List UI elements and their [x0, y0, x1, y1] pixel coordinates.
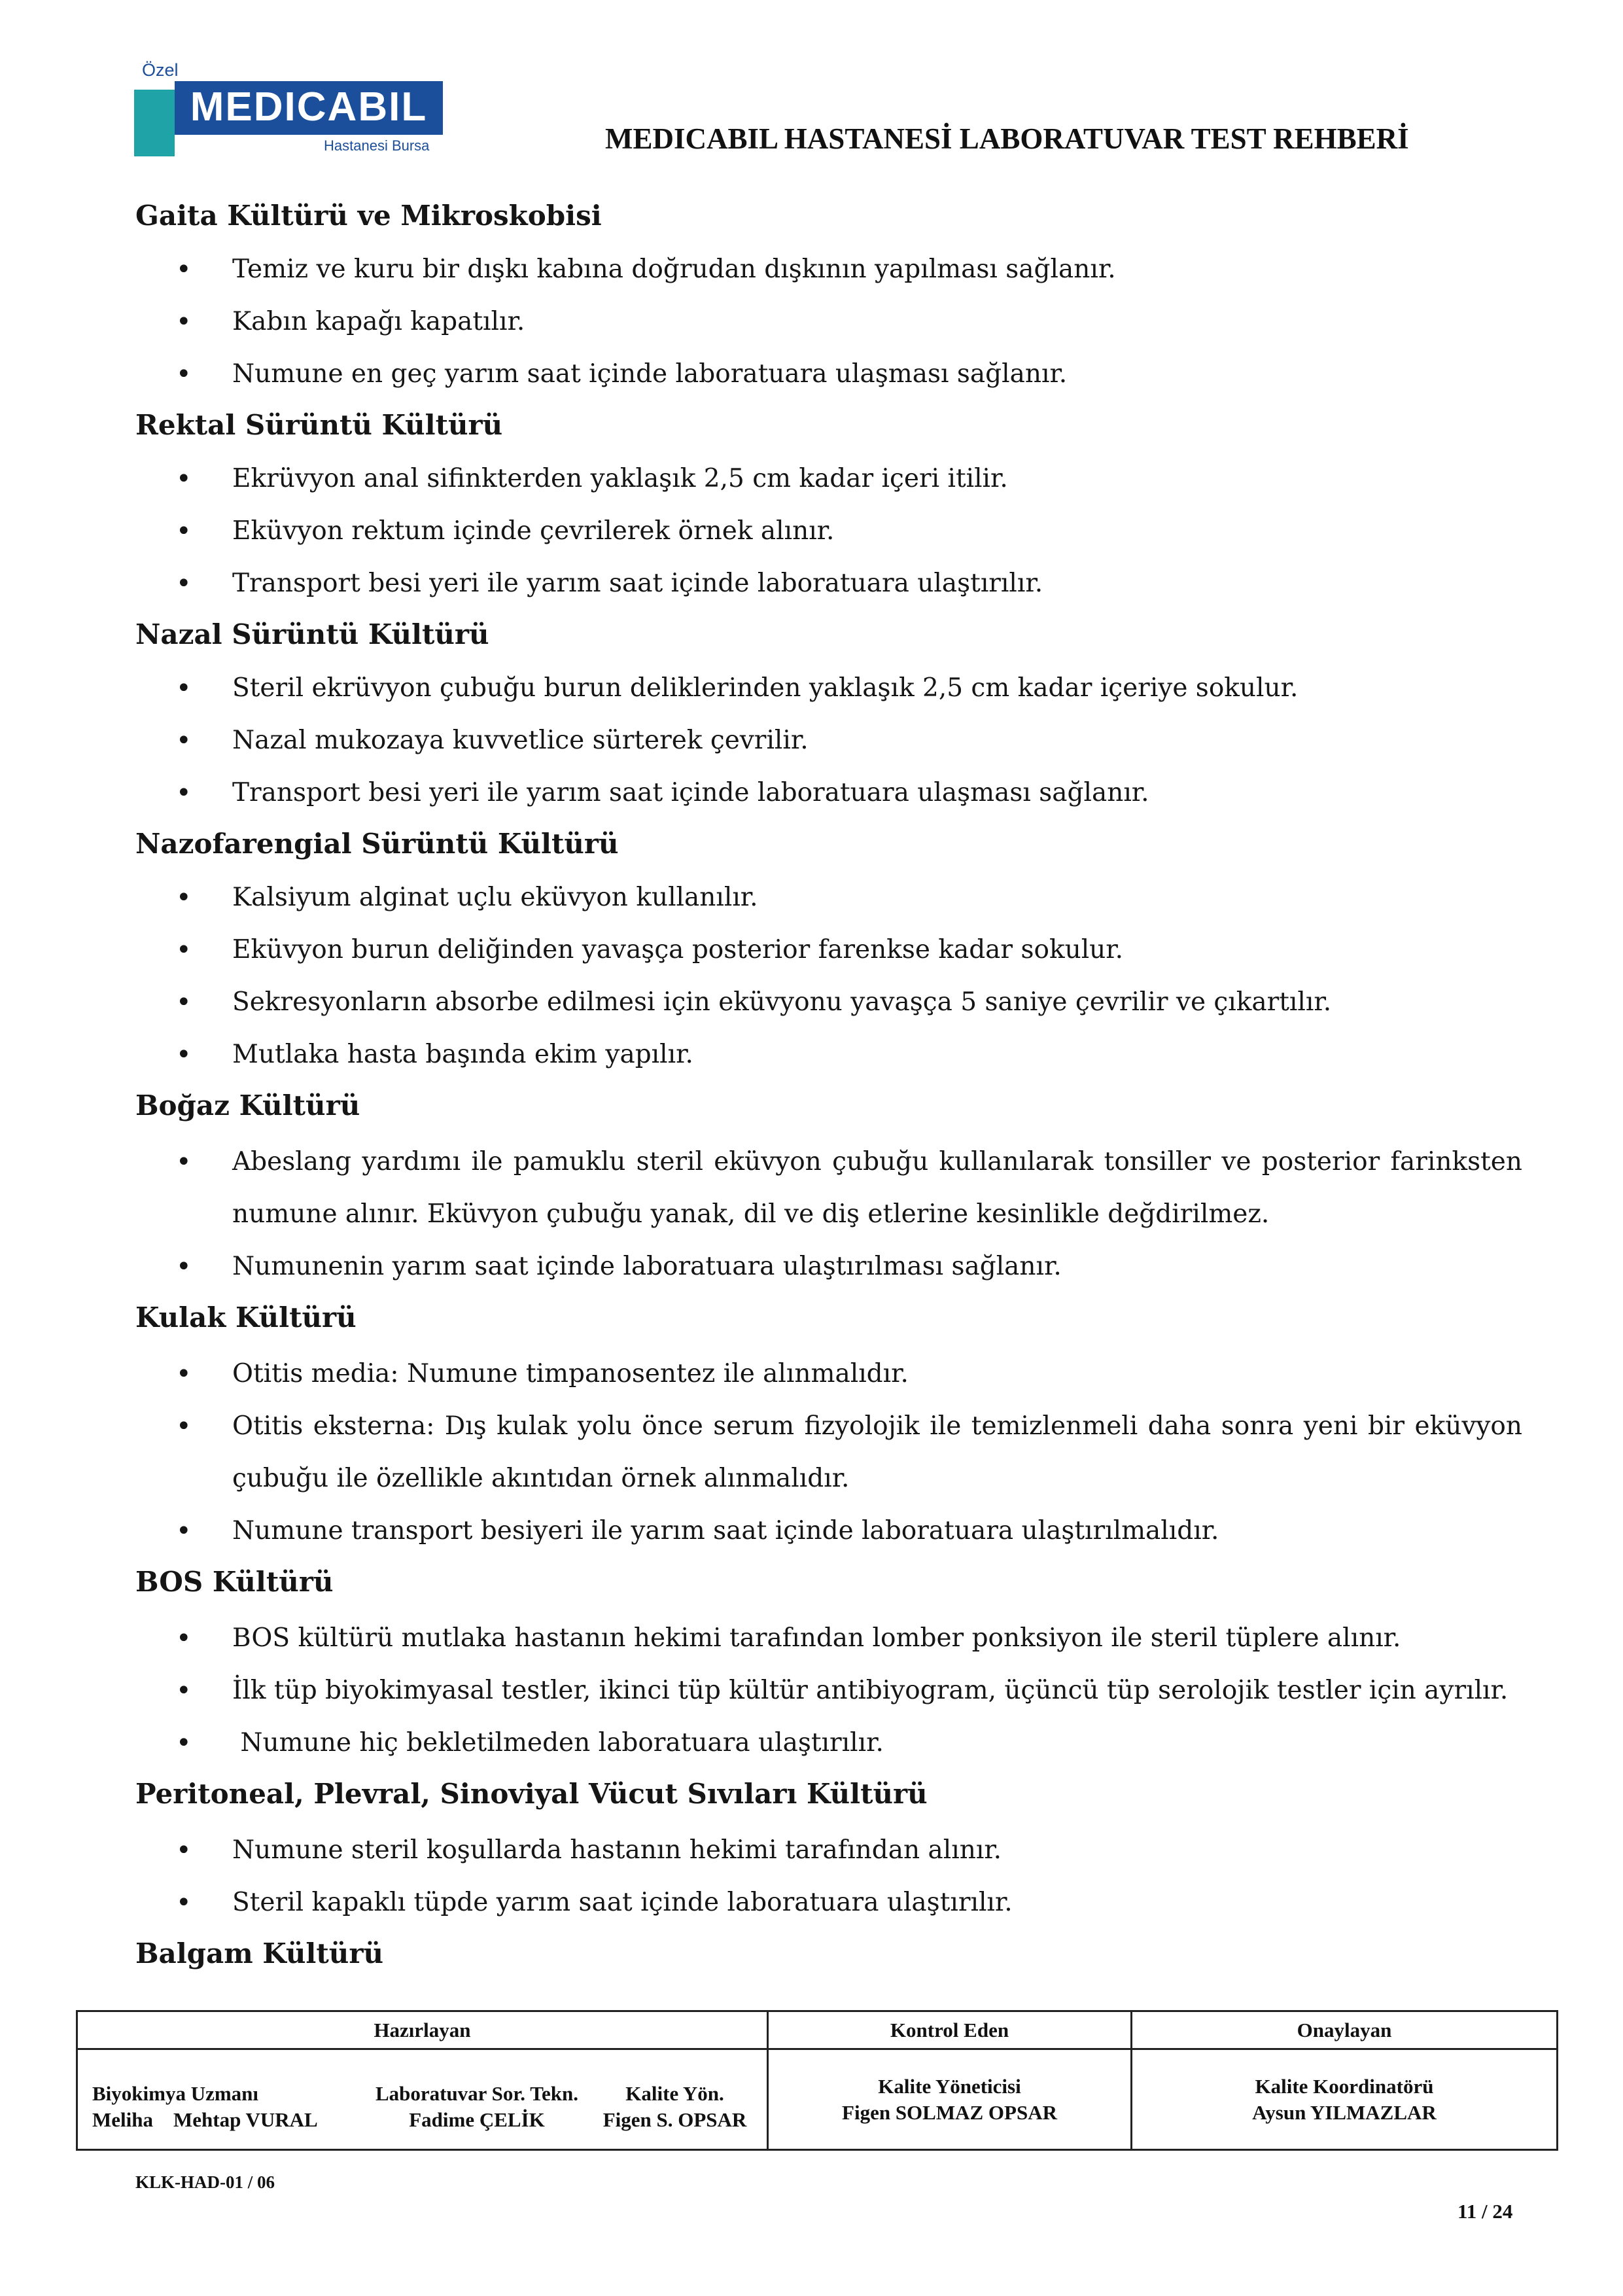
approver-cell: Kalite Koordinatörü Aysun YILMAZLAR — [1132, 2049, 1558, 2150]
list-item: • İlk tüp biyokimyasal testler, ikinci tüp kültür antibiyogram, üçüncü tüp serolojik testler için ayrılır. — [135, 1665, 1522, 1717]
bullet-icon: • — [176, 255, 192, 285]
list-item: • Otitis eksterna: Dış kulak yolu önce serum fizyolojik ile temizlenmeli daha sonra yeni bir eküvyon çubuğu ile özellikle akıntıdan örnek alınmalıdır. — [135, 1400, 1522, 1505]
bullet-icon: • — [176, 1359, 192, 1389]
preparers-cell — [77, 2049, 768, 2150]
bullet-icon: • — [176, 726, 192, 756]
list-item: • Transport besi yeri ile yarım saat içinde laboratuara ulaşması sağlanır. — [135, 767, 1522, 819]
section-heading: BOS Kültürü — [135, 1566, 334, 1598]
list-item: • Steril ekrüvyon çubuğu burun deliklerinden yaklaşık 2,5 cm kadar içeriye sokulur. — [135, 662, 1522, 715]
list-item: • Kabın kapağı kapatılır. — [135, 296, 1522, 348]
control-header: Kontrol Eden — [768, 2011, 1132, 2049]
section-heading: Boğaz Kültürü — [135, 1089, 360, 1122]
bullet-icon: • — [176, 883, 192, 913]
list-item: • Numune steril koşullarda hastanın hekimi tarafından alınır. — [135, 1824, 1522, 1877]
bullet-icon: • — [176, 1676, 192, 1706]
bullet-icon: • — [176, 1623, 192, 1653]
section-heading: Nazofarengial Sürüntü Kültürü — [135, 828, 619, 860]
list-item: • Numune en geç yarım saat içinde laboratuara ulaşması sağlanır. — [135, 348, 1522, 400]
preparer-3: Kalite Yön. Figen S. OPSAR — [602, 2081, 747, 2131]
hospital-logo — [134, 60, 448, 157]
list-item: • Kalsiyum alginat uçlu eküvyon kullanılır. — [135, 872, 1522, 924]
list-item: • Mutlaka hasta başında ekim yapılır. — [135, 1029, 1522, 1081]
bullet-icon: • — [176, 359, 192, 389]
list-item: • Numune transport besiyeri ile yarım saat içinde laboratuara ulaştırılmalıdır. — [135, 1505, 1522, 1557]
logo-subtitle: Hastanesi Bursa — [324, 137, 430, 154]
bullet-icon: • — [176, 1040, 192, 1070]
bullet-icon: • — [176, 673, 192, 703]
list-item: • Otitis media: Numune timpanosentez ile alınmalıdır. — [135, 1348, 1522, 1400]
section-heading: Nazal Sürüntü Kültürü — [135, 618, 489, 650]
bullet-icon: • — [176, 1835, 192, 1865]
section-heading: Peritoneal, Plevral, Sinoviyal Vücut Sıvıları Kültürü — [135, 1778, 928, 1810]
list-item: • Sekresyonların absorbe edilmesi için eküvyonu yavaşça 5 saniye çevrilir ve çıkartılır. — [135, 976, 1522, 1029]
list-item: • Transport besi yeri ile yarım saat içinde laboratuara ulaştırılır. — [135, 557, 1522, 610]
approval-table — [76, 2010, 1558, 2151]
bullet-icon: • — [176, 935, 192, 965]
document-body — [135, 191, 1522, 1981]
list-item: • Numunenin yarım saat içinde laboratuara ulaştırılması sağlanır. — [135, 1241, 1522, 1293]
bullet-icon: • — [176, 1411, 192, 1441]
list-item: • Numune hiç bekletilmeden laboratuara ulaştırılır. — [135, 1717, 1522, 1769]
preparer-2: Laboratuvar Sor. Tekn. Fadime ÇELİK — [375, 2081, 579, 2131]
logo-brand-text: MEDICABIL — [190, 84, 428, 130]
section-heading: Balgam Kültürü — [135, 1937, 383, 1969]
list-item: • Nazal mukozaya kuvvetlice sürterek çevrilir. — [135, 715, 1522, 767]
preparer-1: Biyokimya Uzmanı Meliha Mehtap VURAL — [92, 2081, 318, 2131]
bullet-icon: • — [176, 516, 192, 546]
logo-teal-block — [134, 90, 175, 156]
page-number: 11 / 24 — [1457, 2200, 1513, 2223]
logo-prefix: Özel — [142, 60, 179, 80]
bullet-icon: • — [176, 778, 192, 808]
approve-header: Onaylayan — [1132, 2011, 1558, 2049]
document-code: KLK-HAD-01 / 06 — [135, 2172, 275, 2192]
list-item: • Eküvyon burun deliğinden yavaşça posterior farenkse kadar sokulur. — [135, 924, 1522, 976]
bullet-icon: • — [176, 1728, 192, 1758]
bullet-icon: • — [176, 464, 192, 494]
bullet-icon: • — [176, 307, 192, 337]
list-item: • Temiz ve kuru bir dışkı kabına doğrudan dışkının yapılması sağlanır. — [135, 243, 1522, 296]
bullet-icon: • — [176, 987, 192, 1017]
section-heading: Gaita Kültürü ve Mikroskobisi — [135, 200, 602, 232]
bullet-icon: • — [176, 1147, 192, 1177]
prepared-header: Hazırlayan — [77, 2011, 768, 2049]
list-item: • BOS kültürü mutlaka hastanın hekimi tarafından lomber ponksiyon ile steril tüplere alınır. — [135, 1612, 1522, 1665]
bullet-icon: • — [176, 1516, 192, 1546]
section-heading: Kulak Kültürü — [135, 1301, 357, 1333]
section-heading: Rektal Sürüntü Kültürü — [135, 409, 503, 441]
list-item: • Eküvyon rektum içinde çevrilerek örnek alınır. — [135, 505, 1522, 557]
list-item: • Steril kapaklı tüpde yarım saat içinde laboratuara ulaştırılır. — [135, 1877, 1522, 1929]
bullet-icon: • — [176, 1888, 192, 1918]
list-item: • Abeslang yardımı ile pamuklu steril eküvyon çubuğu kullanılarak tonsiller ve posterior farinksten numune alınır. Eküvyon çubuğu yanak, dil ve diş etlerine kesinlikle değdirilmez. — [135, 1136, 1522, 1241]
list-item: • Ekrüvyon anal sifinkterden yaklaşık 2,5 cm kadar içeri itilir. — [135, 453, 1522, 505]
controller-cell: Kalite Yöneticisi Figen SOLMAZ OPSAR — [768, 2049, 1132, 2150]
bullet-icon: • — [176, 569, 192, 599]
bullet-icon: • — [176, 1252, 192, 1282]
document-title: MEDICABIL HASTANESİ LABORATUVAR TEST REHBERİ — [605, 122, 1409, 155]
